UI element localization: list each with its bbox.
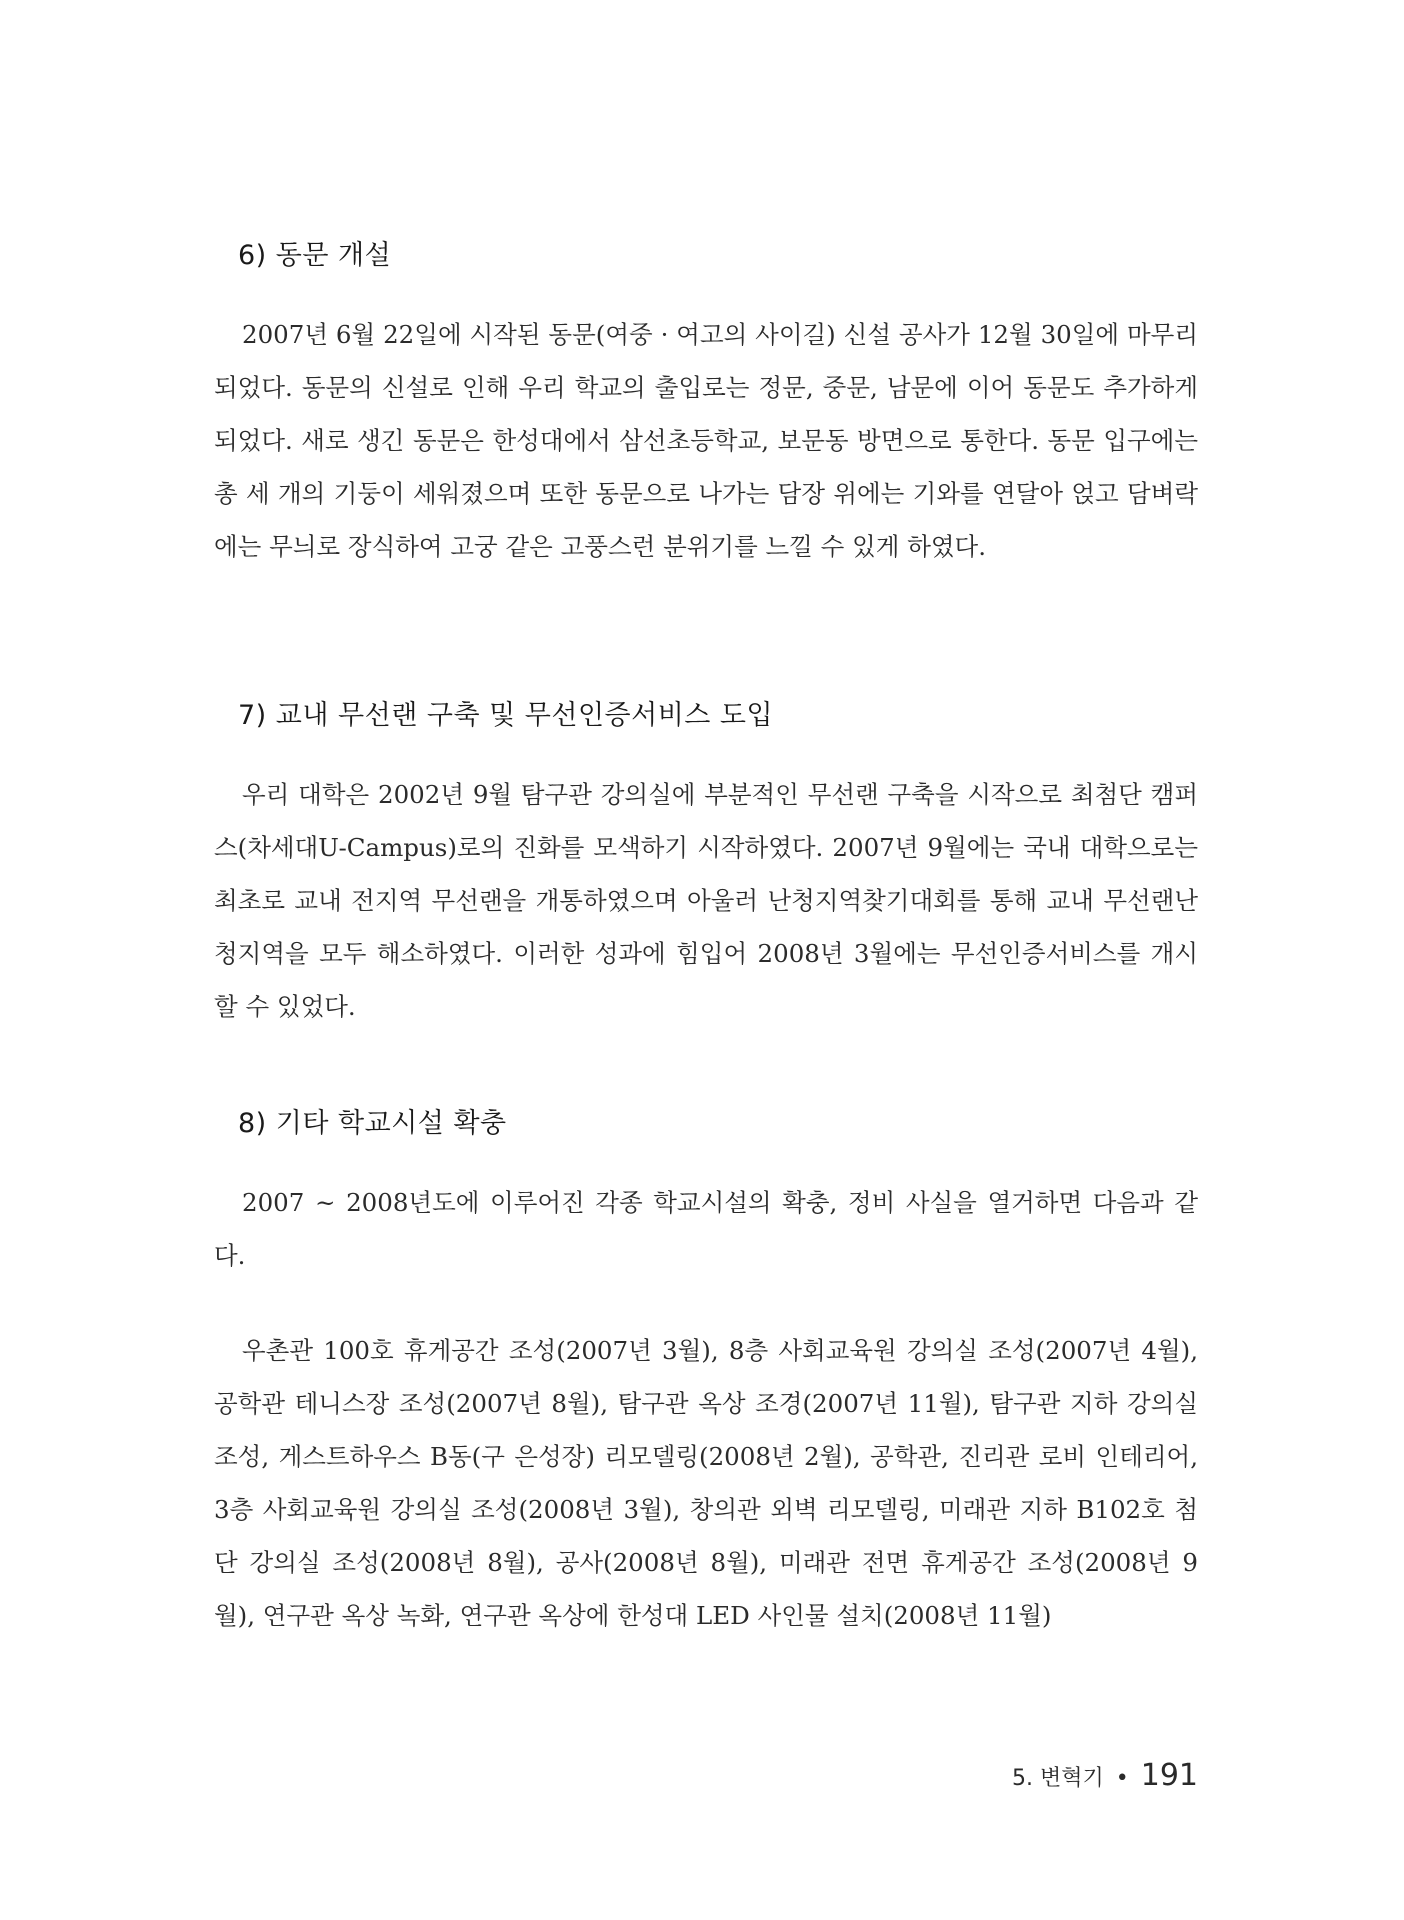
bullet-separator: • xyxy=(1115,1766,1129,1791)
section-wireless-lan xyxy=(214,696,1198,1033)
section-body xyxy=(214,768,1198,1033)
page-number: 191 xyxy=(1140,1758,1198,1793)
paragraph: 우리 대학은 2002년 9월 탐구관 강의실에 부분적인 무선랜 구축을 시작으로 최첨단 캠퍼스(차세대U-Campus)로의 진화를 모색하기 시작하였다. 2007년 9월에는 국내 대학으로는 최초로 교내 전지역 무선랜을 개통하였으며 아울러 난청지역찾기대회를 통해 교내 무선랜난청지역을 모두 해소하였다. 이러한 성과에 힘입어 2008년 3월에는 무선인증서비스를 개시할 수 있었다. xyxy=(214,780,1198,1021)
section-heading: 7) 교내 무선랜 구축 및 무선인증서비스 도입 xyxy=(238,700,774,731)
section-heading: 8) 기타 학교시설 확충 xyxy=(238,1108,507,1139)
chapter-label: 5. 변혁기 xyxy=(1012,1766,1104,1791)
paragraph: 2007 ~ 2008년도에 이루어진 각종 학교시설의 확충, 정비 사실을 열거하면 다음과 같다. xyxy=(214,1188,1198,1270)
page-footer xyxy=(1012,1758,1198,1798)
paragraph: 우촌관 100호 휴게공간 조성(2007년 3월), 8층 사회교육원 강의실 조성(2007년 4월), 공학관 테니스장 조성(2007년 8월), 탐구관 옥상 조경(2007년 11월), 탐구관 지하 강의실 조성, 게스트하우스 B동(구 은성장) 리모델링(2008년 2월), 공학관, 진리관 로비 인테리어, 3층 사회교육원 강의실 조성(2008년 3월), 창의관 외벽 리모델링, 미래관 지하 B102호 첨단 강의실 조성(2008년 8월), 공사(2008년 8월), 미래관 전면 휴게공간 조성(2008년 9월), 연구관 옥상 녹화, 연구관 옥상에 한성대 LED 사인물 설치(2008년 11월) xyxy=(214,1336,1198,1630)
section-heading: 6) 동문 개설 xyxy=(238,240,392,271)
section-east-gate xyxy=(214,236,1198,573)
section-body xyxy=(214,1176,1198,1642)
section-other-facilities xyxy=(214,1104,1198,1642)
paragraph: 2007년 6월 22일에 시작된 동문(여중 · 여고의 사이길) 신설 공사가 12월 30일에 마무리되었다. 동문의 신설로 인해 우리 학교의 출입로는 정문, 중문, 남문에 이어 동문도 추가하게 되었다. 새로 생긴 동문은 한성대에서 삼선초등학교, 보문동 방면으로 통한다. 동문 입구에는 총 세 개의 기둥이 세워졌으며 또한 동문으로 나가는 담장 위에는 기와를 연달아 얹고 담벼락에는 무늬로 장식하여 고궁 같은 고풍스런 분위기를 느낄 수 있게 하였다. xyxy=(214,320,1198,561)
section-body xyxy=(214,308,1198,573)
